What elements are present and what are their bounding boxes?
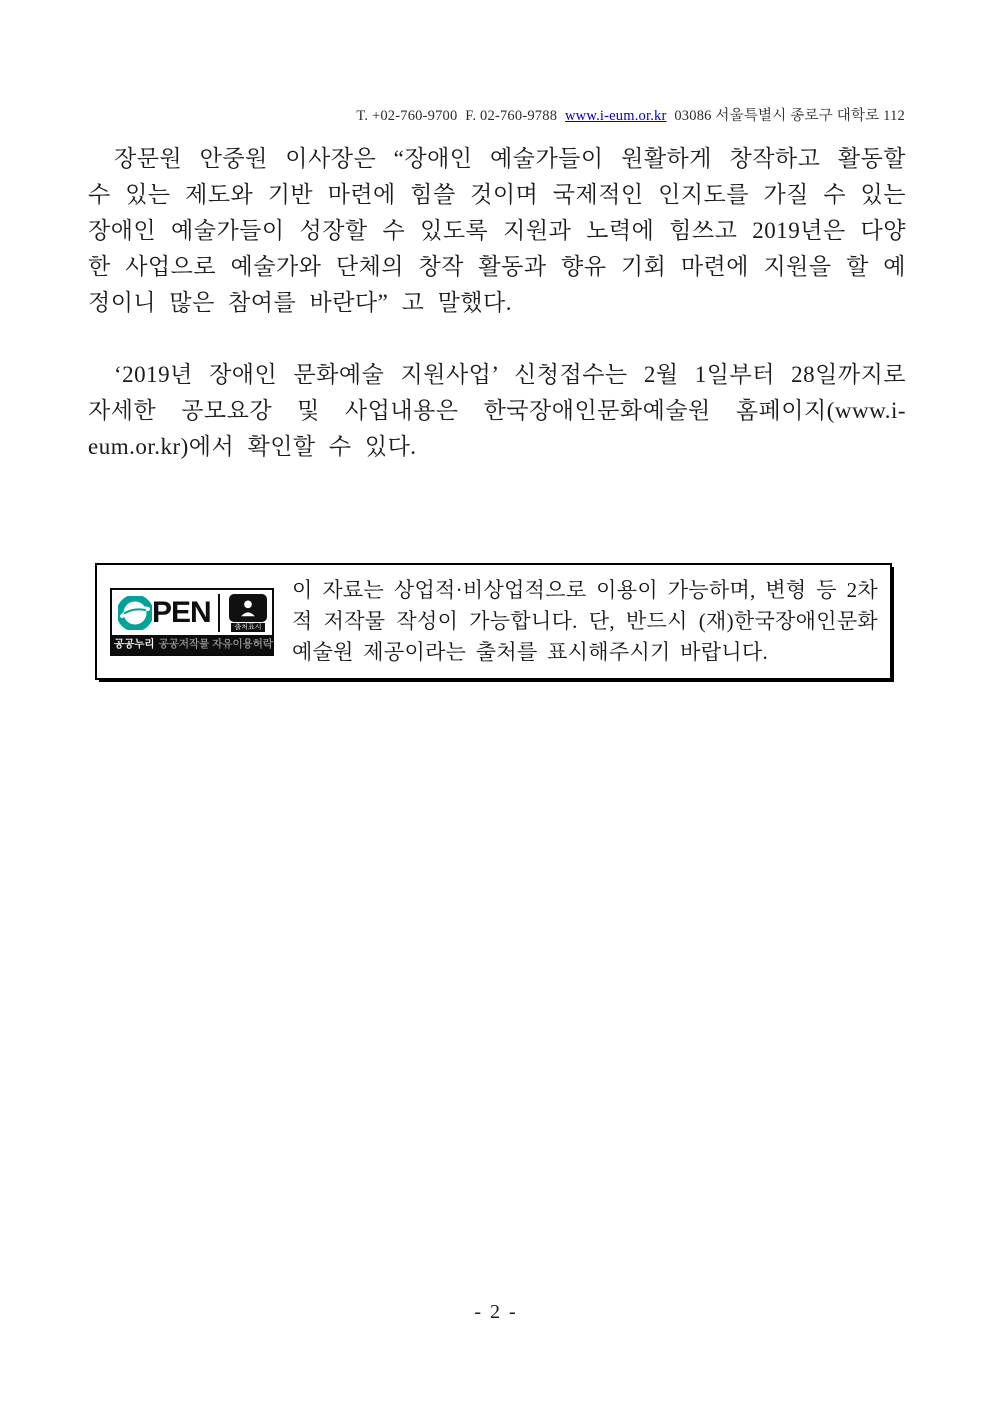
open-o-swirl-icon — [118, 596, 152, 630]
document-body — [88, 141, 906, 465]
license-text: 이 자료는 상업적·비상업적으로 이용이 가능하며, 변형 등 2차적 저작물 작성이 가능합니다. 단, 반드시 (재)한국장애인문화예술원 제공이라는 출처를 표시해주시기 바랍니다. — [292, 578, 878, 664]
fax-label: F. 02-760-9788 — [465, 108, 558, 124]
person-icon — [229, 594, 267, 622]
tel-label: T. +02-760-9700 — [356, 108, 458, 124]
logo-divider — [218, 594, 220, 632]
kogl-logo-caption — [112, 635, 272, 654]
postal-address: 03086 서울특별시 종로구 대학로 112 — [674, 108, 905, 124]
kogl-caption-bold: 공공누리 — [114, 637, 155, 650]
kogl-logo-top — [112, 590, 272, 635]
source-mark — [229, 594, 267, 632]
open-wordmark — [118, 596, 211, 630]
source-mark-label: 출처표시 — [231, 623, 264, 632]
license-notice-box — [95, 563, 892, 680]
kogl-caption-rest: 공공저작물 자유이용허락 — [158, 637, 274, 650]
document-header — [352, 104, 905, 125]
open-wordmark-text: PEN — [152, 595, 211, 629]
website-link[interactable]: www.i-eum.or.kr — [565, 108, 667, 124]
kogl-open-logo — [110, 588, 274, 656]
quote-paragraph: 장문원 안중원 이사장은 “장애인 예술가들이 원활하게 창작하고 활동할 수 있는 제도와 기반 마련에 힘쓸 것이며 국제적인 인지도를 가질 수 있는 장애인 예술가들이 성장할 수 있도록 지원과 노력에 힘쓰고 2019년은 다양한 사업으로 예술가와 단체의 창작 활동과 향유 기회 마련에 지원을 할 예정이니 많은 참여를 바란다” 고 말했다. — [88, 146, 906, 315]
page-number: - 2 - — [474, 1301, 518, 1323]
application-info-paragraph: ‘2019년 장애인 문화예술 지원사업’ 신청접수는 2월 1일부터 28일까지로 자세한 공모요강 및 사업내용은 한국장애인문화예술원 홈페이지(www.i-eum.or.kr)에서 확인할 수 있다. — [88, 362, 906, 459]
